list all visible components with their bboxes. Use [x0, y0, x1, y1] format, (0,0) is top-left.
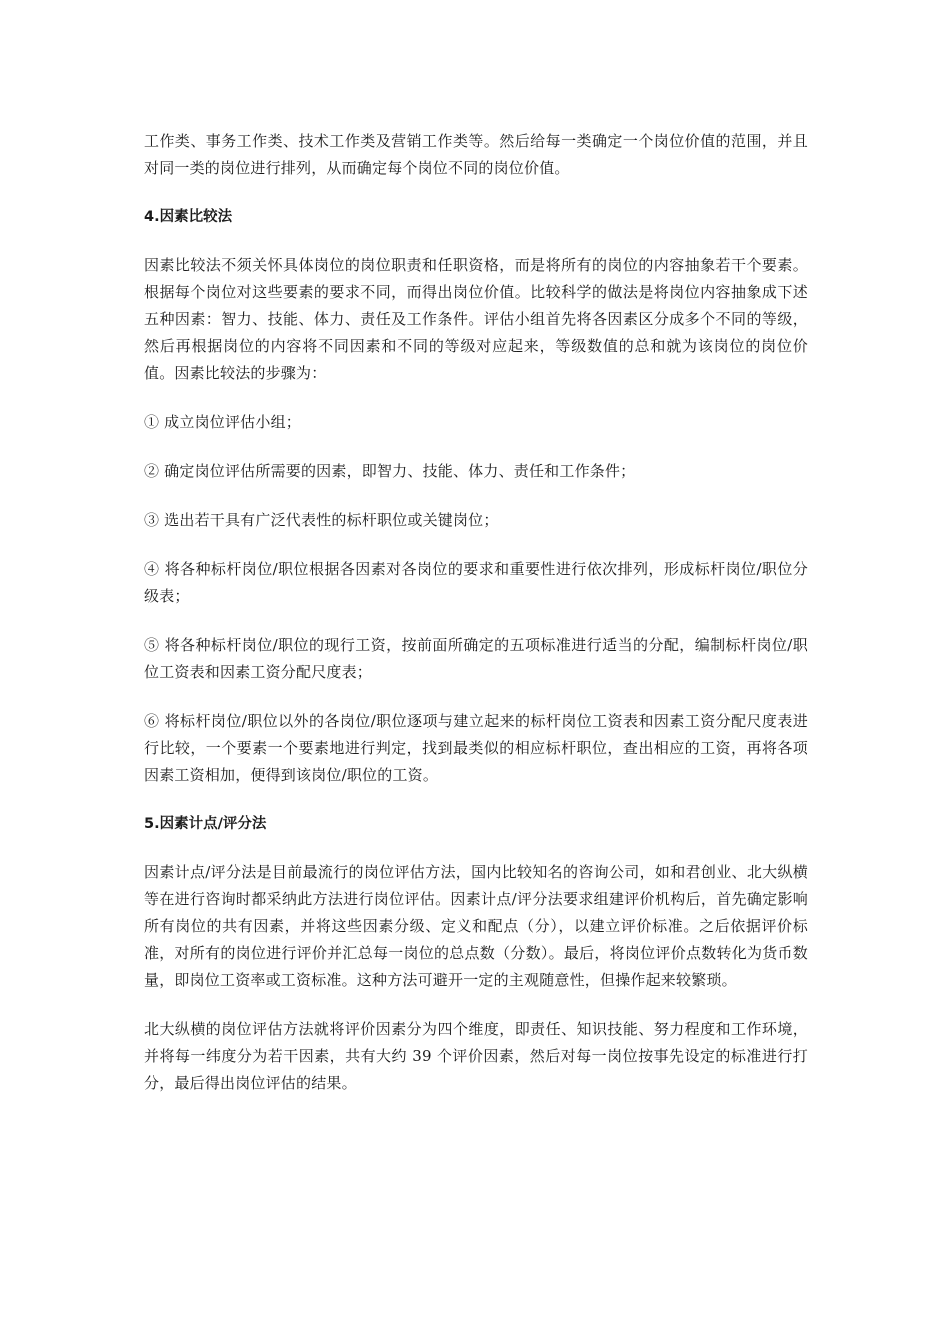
section-4-heading: 4.因素比较法	[144, 209, 233, 225]
section-5-heading: 5.因素计点/评分法	[144, 816, 267, 832]
step-1: ① 成立岗位评估小组；	[144, 413, 301, 431]
section-4-paragraph: 因素比较法不须关怀具体岗位的岗位职责和任职资格，而是将所有的岗位的内容抽象若干个要素。根据每个岗位对这些要素的要求不同，而得出岗位价值。比较科学的做法是将岗位内容抽象成下述五种因素：智力、技能、体力、责任及工作条件。评估小组首先将各因素区分成多个不同的等级，然后再根据岗位的内容将不同因素和不同的等级对应起来，等级数值的总和就为该岗位的岗位价值。因素比较法的步骤为：	[144, 256, 808, 382]
step-2: ② 确定岗位评估所需要的因素，即智力、技能、体力、责任和工作条件；	[144, 462, 636, 480]
step-3: ③ 选出若干具有广泛代表性的标杆职位或关键岗位；	[144, 511, 499, 529]
step-5: ⑤ 将各种标杆岗位/职位的现行工资，按前面所确定的五项标准进行适当的分配，编制标杆岗位/职位工资表和因素工资分配尺度表；	[144, 636, 808, 681]
step-6: ⑥ 将标杆岗位/职位以外的各岗位/职位逐项与建立起来的标杆岗位工资表和因素工资分配尺度表进行比较，一个要素一个要素地进行判定，找到最类似的相应标杆职位，查出相应的工资，再将各项因素工资相加，便得到该岗位/职位的工资。	[144, 712, 808, 784]
section-5-paragraph-2: 北大纵横的岗位评估方法就将评价因素分为四个维度，即责任、知识技能、努力程度和工作环境，并将每一纬度分为若干因素，共有大约 39 个评价因素，然后对每一岗位按事先设定的标准进行打分，最后得出岗位评估的结果。	[144, 1020, 808, 1092]
section-5-paragraph-1: 因素计点/评分法是目前最流行的岗位评估方法，国内比较知名的咨询公司，如和君创业、北大纵横等在进行咨询时都采纳此方法进行岗位评估。因素计点/评分法要求组建评价机构后，首先确定影响所有岗位的共有因素，并将这些因素分级、定义和配点（分），以建立评价标准。之后依据评价标准，对所有的岗位进行评价并汇总每一岗位的总点数（分数）。最后，将岗位评价点数转化为货币数量，即岗位工资率或工资标准。这种方法可避开一定的主观随意性，但操作起来较繁琐。	[144, 863, 808, 989]
document-page	[144, 128, 808, 1119]
intro-paragraph: 工作类、事务工作类、技术工作类及营销工作类等。然后给每一类确定一个岗位价值的范围，并且对同一类的岗位进行排列，从而确定每个岗位不同的岗位价值。	[144, 132, 808, 177]
step-4: ④ 将各种标杆岗位/职位根据各因素对各岗位的要求和重要性进行依次排列，形成标杆岗位/职位分级表；	[144, 560, 808, 605]
